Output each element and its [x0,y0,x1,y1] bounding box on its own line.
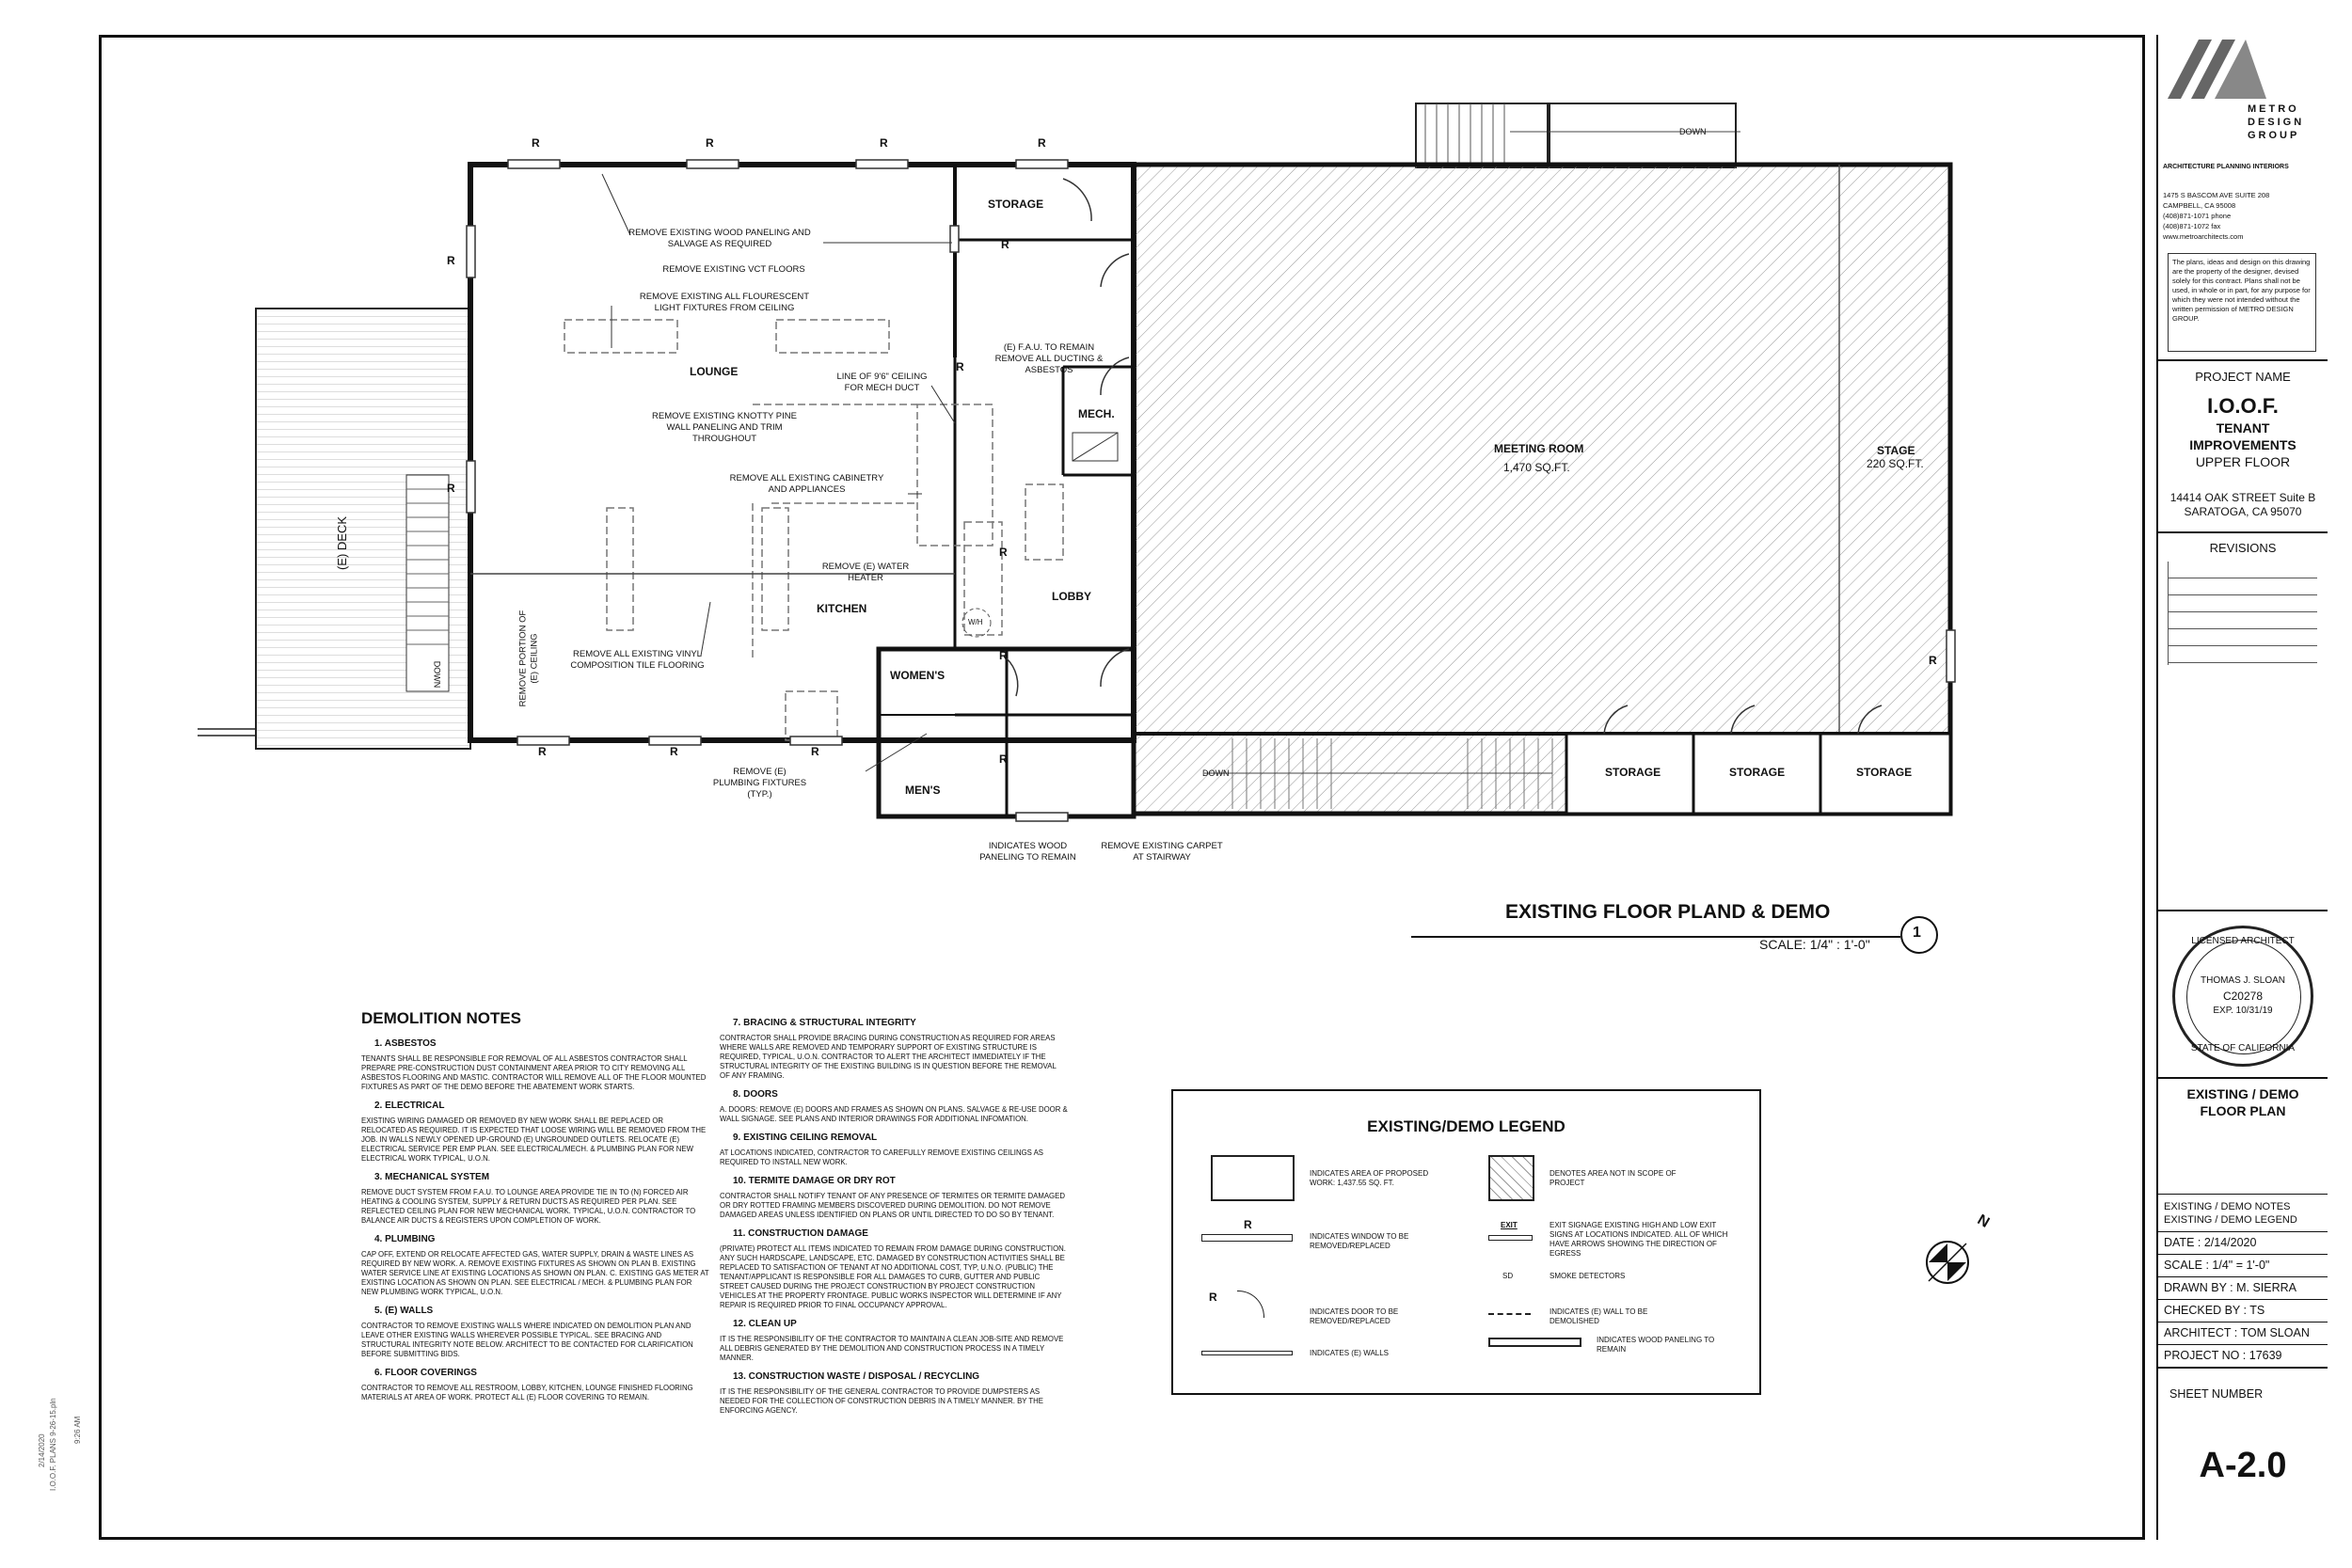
firm-tag: ARCHITECTURE PLANNING INTERIORS [2163,164,2289,170]
note-knotty-pine: REMOVE EXISTING KNOTTY PINE WALL PANELING AND TRIM THROUGHOUT [652,411,797,444]
note-ceiling-line: LINE OF 9'6" CEILING FOR MECH DUCT [836,372,928,393]
room-storage-2: STORAGE [1729,766,1786,779]
legend-text: EXIT SIGNAGE EXISTING HIGH AND LOW EXIT SIGNS AT LOCATIONS INDICATED. ALL OF WHICH HAVE ARROWS SHOWING THE DIRECTION OF EGRESS [1549,1221,1728,1258]
room-storage-top: STORAGE [988,198,1044,211]
room-mens: MEN'S [905,784,941,797]
door-marker: R [956,360,964,373]
legend-swatch-work [1211,1155,1295,1201]
door-marker: R [999,546,1008,559]
sheet-title: FLOOR PLAN [2200,1103,2286,1118]
legend-text: INDICATES WOOD PANELING TO REMAIN [1597,1336,1715,1354]
demolition-notes-col2: 7. BRACING & STRUCTURAL INTEGRITY CONTRACTOR SHALL PROVIDE BRACING DURING CONSTRUCTION AS REQUIRED FOR AREAS WHERE WALLS ARE REMOVED AND TEMPORARY SUPPORT OF EXISTING STRUCTURE IS REQUIRED, TYPICAL, U.O.N. CONTRACTOR TO ALERT THE ARCHITECT IMMEDIATELY IF THE STRUCTURAL INTEGRITY OF THE EXISTING BUILDING IS IN QUESTION BEFORE THE REMOVAL OF ANY FRAMING. 8. DOORS A. DOORS: REMOVE (E) DOORS AND FRAMES AS SHOWN ON PLANS. SALVAGE & RE-USE DOOR & WALL SIGNAGE. SEE PLANS AND INTERIOR DRAWINGS FOR ADDITIONAL INFOMATION. 9. EXISTING CEILING REMOVAL AT LOCATIONS INDICATED, CONTRACTOR TO CAREFULLY REMOVE EXISTING CEILINGS AS REQUIRED TO INSTALL NEW WORK. 10. TERMITE DAMAGE OR DRY ROT CONTRACTOR SHALL NOTIFY TENANT OF ANY PRESENCE OF TERMITES OR TERMITE DAMAGED OR DRY ROTTED FRAMING MEMBERS DISCOVERED DURING DEMOLITION. DO NOT REMOVE DAMAGED AREAS UNLESS IDENTIFIED ON PLANS OR UNTIL DIRECTED TO DO SO BY TENANT. 11. CONSTRUCTION DAMAGE (PRIVATE) PROTECT ALL ITEMS INDICATED TO REMAIN FROM DAMAGE DURING CONSTRUCTION. ANY SUCH HARDSCAPE, LANDSCAPE, ETC. DAMAGED BY CONSTRUCTION ACTIVITIES SHALL BE REPLACED TO SATISFACTION OF TENANT AT NO ADDITIONAL COST, TYP, U.N.O. (PUBLIC) THE TENANT/APPLICANT IS RESPONSIBLE FOR ALL DAMAGES TO CURB, GUTTER AND PUBLIC STREET CAUSED DURING THE PROJECT CONSTRUCTION BY PROJECT CONSTRUCTION VEHICLES AT THE PROPERTY FRONTAGE. PUBLIC WORKS INSPECTOR WILL DETERMINE IF ANY REPAIR IS REQUIRED PRIOR TO FINAL OCCUPANCY APPROVAL. 12. CLEAN UP IT IS THE RESPONSIBILITY OF THE CONTRACTOR TO MAINTAIN A CLEAN JOB-SITE AND REMOVE ALL DEBRIS GENERATED BY THE DEMOLITION AND CONSTRUCTION PROCESS IN A TIMELY MANNER. 13. CONSTRUCTION WASTE / DISPOSAL / RECYCLING IT IS THE RESPONSIBILITY OF THE GENERAL CONTRACTOR TO PROVIDE DUMPSTERS AS NEEDED FOR THE COLLECTION OF CONSTRUCTION DEBRIS IN A TIMELY MANNER. BY THE ENFORCING AGENCY. [720,1018,1068,1415]
room-storage-3: STORAGE [1856,766,1913,779]
project-address: 14414 OAK STREET Suite B [2169,491,2316,504]
door-marker: R [1001,238,1009,251]
room-stage: STAGE [1877,444,1915,457]
room-womens: WOMEN'S [890,669,946,682]
demolition-notes-title: DEMOLITION NOTES [361,1009,521,1027]
down-label-top: DOWN [1679,127,1707,136]
project-label: PROJECT NAME [2195,370,2291,384]
legend-text: INDICATES (E) WALLS [1310,1349,1390,1357]
note-wood-paneling: REMOVE EXISTING WOOD PANELING AND SALVAGE AS REQUIRED [628,228,811,249]
sheet-desc: EXISTING / DEMO LEGEND [2164,1214,2297,1226]
legend-door [1237,1291,1264,1318]
architect-field: ARCHITECT : TOM SLOAN [2164,1326,2310,1339]
window-marker: R [538,745,547,758]
note-vinyl-tile: REMOVE ALL EXISTING VINYL COMPOSITION TILE FLOORING [570,649,705,671]
legend-existing-wall [1201,1351,1293,1355]
window-marker: R [1038,136,1046,150]
project-sub: UPPER FLOOR [2195,454,2291,469]
window-marker: R [706,136,714,150]
revisions-table [2168,562,2317,665]
sheet-number: A-2.0 [2199,1446,2287,1485]
window-marker: R [447,254,455,267]
sheet-title: EXISTING / DEMO [2186,1086,2299,1101]
room-mech: MECH. [1078,407,1115,420]
note-wood-remain: INDICATES WOOD PANELING TO REMAIN [979,841,1076,863]
room-storage-1: STORAGE [1605,766,1661,779]
note-carpet: REMOVE EXISTING CARPET AT STAIRWAY [1101,841,1223,863]
scale-field: SCALE : 1/4" = 1'-0" [2164,1259,2270,1272]
margin-date: 2/14/2020 [38,1433,46,1467]
project-sub: TENANT [2216,420,2270,436]
room-lobby: LOBBY [1052,590,1091,603]
legend-text: INDICATES WINDOW TO BE REMOVED/REPLACED [1310,1232,1409,1250]
stamp-number: C20278 [2222,990,2264,1003]
legend-r: R [1209,1291,1217,1304]
margin-time: 9:26 AM [73,1416,82,1444]
note-fau: (E) F.A.U. TO REMAIN REMOVE ALL DUCTING & ASBESTOS [994,342,1104,375]
note-plumbing: REMOVE (E) PLUMBING FIXTURES (TYP.) [712,767,807,800]
window-marker: R [670,745,678,758]
legend-text: INDICATES (E) WALL TO BE DEMOLISHED [1549,1307,1648,1325]
legend-exit: EXIT [1501,1221,1518,1229]
legend-title: EXISTING/DEMO LEGEND [1367,1117,1565,1135]
project-no-field: PROJECT NO : 17639 [2164,1349,2282,1362]
room-kitchen: KITCHEN [817,602,867,615]
legend-text: INDICATES DOOR TO BE REMOVED/REPLACED [1310,1307,1399,1325]
title-block [2156,35,2326,1540]
note-light-fixtures: REMOVE EXISTING ALL FLOURESCENT LIGHT FIXTURES FROM CEILING [639,292,810,313]
down-label-stair: DOWN [1202,768,1230,778]
legend-demo-wall [1488,1313,1531,1315]
legend-text: SMOKE DETECTORS [1549,1272,1626,1280]
firm-name: METRO DESIGN GROUP [2248,103,2305,141]
date-field: DATE : 2/14/2020 [2164,1236,2257,1249]
sheet-number-label: SHEET NUMBER [2169,1387,2264,1401]
checked-by-field: CHECKED BY : TS [2164,1304,2265,1317]
legend-window [1201,1234,1293,1242]
project-name: I.O.O.F. [2207,394,2279,418]
water-heater-label: W/H [968,618,983,626]
project-sub: IMPROVEMENTS [2189,437,2296,452]
stage-area: 220 SQ.FT. [1867,457,1924,470]
deck-label: (E) DECK [335,515,350,571]
door-marker: R [999,649,1008,662]
window-marker: R [447,482,455,495]
stamp-exp: EXP. 10/31/19 [2213,1006,2273,1016]
window-marker: R [532,136,540,150]
firm-address: 1475 S BASCOM AVE SUITE 208 CAMPBELL, CA 95008 (408)871-1071 phone (408)871-1072 fax www.metroarchitects.com [2163,191,2270,241]
meeting-area: 1,470 SQ.FT. [1503,461,1570,474]
margin-file: I.O.O.F. PLANS 9-26-15.pln [49,1398,57,1491]
copyright-note: The plans, ideas and design on this drawing are the property of the designer, devised solely for this contract. Plans shall not be used, in whole or in part, for any purpose for which they were not intended without the written permission of METRO DESIGN GROUP. [2168,253,2316,352]
demolition-notes-col1: 1. ASBESTOS TENANTS SHALL BE RESPONSIBLE FOR REMOVAL OF ALL ASBESTOS CONTRACTOR SHALL PREPARE PRE-CONSTRUCTION DUST CONTAINMENT AREA PRIOR TO CITY REMOVING ALL ASBESTOS FLOORING AND MASTIC. CONTRACTOR WILL REMOVE ALL OF THE FLOOR MOUNTED FIXTURES AS PART OF THE DEMO BEFORE THE ABATEMENT WORK STARTS. 2. ELECTRICAL EXISTING WIRING DAMAGED OR REMOVED BY NEW WORK SHALL BE REPLACED OR RELOCATED AS REQUIRED. IT IS EXPECTED THAT LOOSE WIRING WILL BE REMOVED FROM THE JOB. IN WALLS NEWLY OPENED UP-GROUND (E) UNGROUNDED OUTLETS. RELOCATE (E) ELECTRICAL SERVICE PER EMP PLAN. SEE ELECTRICAL/MECH. & PLUMBING PLAN FOR NEW ELECTRICAL WORK TYPICAL, U.O.N. 3. MECHANICAL SYSTEM REMOVE DUCT SYSTEM FROM F.A.U. TO LOUNGE AREA PROVIDE TIE IN TO (N) FORCED AIR HEATING & COOLING SYSTEM, SUPPLY & RETURN DUCTS AS REQUIRED PER PLAN. SEE REFLECTED CEILING PLAN FOR NEW MECHANICAL WORK. TYPICAL, U.O.N. CONTRACTOR TO BALANCE AIR DUCTS & REGISTERS UPON COMPLETION OF WORK. 4. PLUMBING CAP OFF, EXTEND OR RELOCATE AFFECTED GAS, WATER SUPPLY, DRAIN & WASTE LINES AS REQUIRED BY NEW WORK. A. REMOVE EXISTING FIXTURES AS SHOWN ON PLAN B. EXISTING WATER SERVICE LINE AT EXISTING LOCATIONS AS SHOWN ON PLAN. C. EXISTING GAS METER AT EXISTING LOCATION AS SHOWN ON PLAN. SEE ELECTRICAL / MECH. & PLUMBING PLAN FOR NEW PLUMBING WORK TYPICAL, U.O.N. 5. (E) WALLS CONTRACTOR TO REMOVE EXISTING WALLS WHERE INDICATED ON DEMOLITION PLAN AND LEAVE OTHER EXISTING WALLS WHEREVER POSSIBLE TYPICAL. SEE BRACING AND STRUCTURAL INTEGRITY NOTE BELOW. ARCHITECT TO BE CONTACTED FOR CLARIFICATION BEFORE SUBMITTING BIDS. 6. FLOOR COVERINGS CONTRACTOR TO REMOVE ALL RESTROOM, LOBBY, KITCHEN, LOUNGE FINISHED FLOORING MATERIALS AT AREA OF WORK. PROTECT ALL (E) FLOOR COVERING TO REMAIN. [361,1038,709,1402]
drawing-scale: SCALE: 1/4" : 1'-0" [1759,937,1870,952]
metro-logo-icon [2163,35,2271,101]
window-marker: R [811,745,819,758]
window-marker: R [880,136,888,150]
architect-stamp [2172,926,2313,1067]
note-cabinetry: REMOVE ALL EXISTING CABINETRY AND APPLIANCES [729,473,884,495]
legend-swatch-hatch [1488,1155,1534,1201]
north-label: N [1974,1212,1993,1231]
door-marker: R [999,752,1008,766]
window-marker: R [1929,654,1937,667]
meeting-room-area [1134,165,1950,814]
sheet-desc: EXISTING / DEMO NOTES [2164,1201,2291,1212]
down-label-deck: DOWN [432,660,442,689]
note-remove-ceiling: REMOVE PORTION OF (E) CEILING [517,610,540,707]
legend-sd: SD [1502,1272,1514,1280]
revisions-label: REVISIONS [2209,541,2277,555]
legend-wood-panel [1488,1338,1581,1347]
legend-text: INDICATES AREA OF PROPOSED WORK: 1,437.55 SQ. FT. [1310,1169,1429,1187]
note-water-heater: REMOVE (E) WATER HEATER [821,562,910,583]
drawing-number: 1 [1913,925,1921,941]
demo-legend [1171,1089,1761,1395]
legend-r: R [1244,1218,1252,1231]
stamp-name: THOMAS J. SLOAN [2200,975,2285,986]
legend-text: DENOTES AREA NOT IN SCOPE OF PROJECT [1549,1169,1677,1187]
drawing-title: EXISTING FLOOR PLAND & DEMO [1505,901,1831,923]
legend-exit-sign [1488,1235,1533,1241]
stamp-top: LICENSED ARCHITECT [2191,936,2295,946]
note-vct: REMOVE EXISTING VCT FLOORS [662,264,805,275]
stamp-bottom: STATE OF CALIFORNIA [2190,1043,2296,1053]
room-lounge: LOUNGE [690,365,739,378]
project-address: SARATOGA, CA 95070 [2184,505,2302,518]
drawn-by-field: DRAWN BY : M. SIERRA [2164,1281,2296,1294]
room-meeting: MEETING ROOM [1494,442,1584,455]
